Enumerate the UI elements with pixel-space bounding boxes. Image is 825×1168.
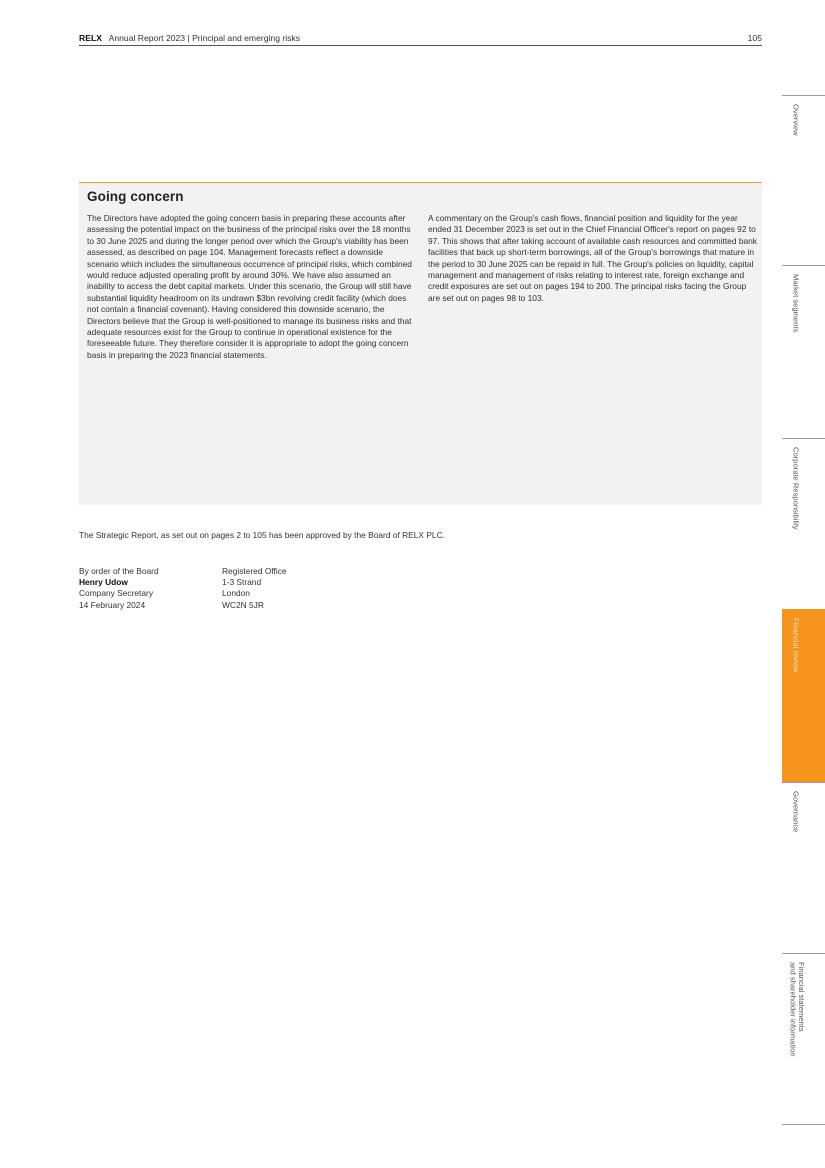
tab-financial-review[interactable]	[782, 609, 825, 782]
signature-block	[79, 566, 209, 611]
going-concern-column-2: A commentary on the Group's cash flows, financial position and liquidity for the year ended 31 December 2023 is set out in the Chief Financial Officer's report on pages 92 to 97. This shows that after taking account of available cash resources and committed bank facilities that back up short-term borrowings, all of the Group's borrowings that mature in the period to 30 June 2025 can be repaid in full. The Group's policies on liquidity, capital management and management of risks relating to interest rate, foreign exchange and credit exposures are set out on pages 194 to 200. The principal risks facing the Group are set out on pages 98 to 103.	[428, 213, 757, 303]
report-title: Annual Report 2023 | Principal and emerging risks	[108, 33, 301, 43]
tab-label: Overview	[791, 104, 801, 136]
tab-governance[interactable]	[782, 782, 825, 953]
tab-financial-statements[interactable]	[782, 953, 825, 1125]
address-line-2: London	[222, 588, 250, 599]
registered-office-label: Registered Office	[222, 566, 287, 576]
page-header	[79, 31, 762, 46]
tab-market-segments[interactable]	[782, 265, 825, 438]
registered-office-block	[222, 566, 362, 611]
tab-label: Market segments	[791, 274, 801, 333]
page-number: 105	[747, 33, 762, 43]
address-postcode: WC2N 5JR	[222, 599, 264, 610]
tab-corporate-responsibility[interactable]	[782, 438, 825, 609]
tab-label: Governance	[791, 791, 801, 833]
brand-name: RELX	[79, 33, 102, 43]
tab-label: Financial review	[791, 618, 801, 673]
address-line-1: 1-3 Strand	[222, 577, 262, 588]
signatory-role: Company Secretary	[79, 588, 154, 599]
section-heading: Going concern	[87, 189, 184, 204]
going-concern-section	[79, 182, 762, 505]
tab-label: Corporate Responsibility	[791, 447, 801, 530]
tab-label: Financial statements and shareholder information	[788, 962, 807, 1057]
strategic-report-statement: The Strategic Report, as set out on pages 2 to 105 has been approved by the Board of RELX PLC.	[79, 530, 445, 540]
going-concern-column-1: The Directors have adopted the going concern basis in preparing these accounts after assessing the potential impact on the business of the principal risks over the 18 months to 30 June 2025 and during the longer period over which the Group's viability has been assessed, as described on page 104. Management forecasts reflect a downside scenario which includes the simultaneous occurrence of principal risks, which combined would reduce adjusted operating profit by around 30%. We have also assumed an inability to access the debt capital markets. Under this scenario, the Group will still have substantial liquidity headroom on its undrawn $3bn revolving credit facility (which does not contain a financial covenant). Having considered this downside scenario, the Directors believe that the Group is well-positioned to manage its business risks and that adequate resources exist for the Group to continue in operational existence for the foreseeable future. They therefore consider it is appropriate to adopt the going concern basis in preparing the 2023 financial statements.	[87, 213, 412, 360]
by-order-text: By order of the Board	[79, 566, 159, 576]
signature-date: 14 February 2024	[79, 599, 146, 610]
signatory-name: Henry Udow	[79, 577, 128, 588]
tab-overview[interactable]	[782, 95, 825, 265]
